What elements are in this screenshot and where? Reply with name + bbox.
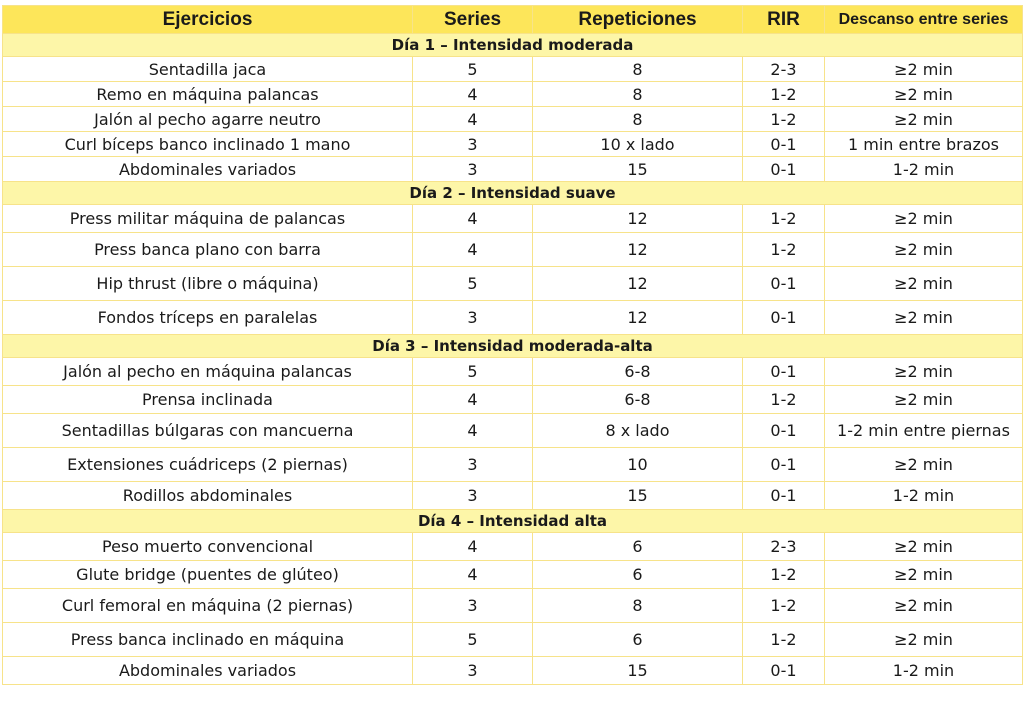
- table-row: [3, 267, 1023, 301]
- header-ejercicios: Ejercicios: [3, 6, 413, 34]
- rir-value: 1-2: [743, 107, 825, 132]
- reps-value: 8: [533, 82, 743, 107]
- exercise-name: Remo en máquina palancas: [3, 82, 413, 107]
- rir-value: 0-1: [743, 482, 825, 510]
- rir-value: 1-2: [743, 205, 825, 233]
- table-row: [3, 533, 1023, 561]
- header-series: Series: [413, 6, 533, 34]
- header-row: [3, 6, 1023, 34]
- rir-value: 0-1: [743, 358, 825, 386]
- section-row-day-4: [3, 510, 1023, 533]
- exercise-name: Press banca inclinado en máquina: [3, 623, 413, 657]
- table-row: [3, 414, 1023, 448]
- table-body: [3, 34, 1023, 685]
- rir-value: 0-1: [743, 414, 825, 448]
- series-value: 5: [413, 267, 533, 301]
- series-value: 3: [413, 482, 533, 510]
- series-value: 4: [413, 205, 533, 233]
- rir-value: 0-1: [743, 657, 825, 685]
- reps-value: 10 x lado: [533, 132, 743, 157]
- rir-value: 1-2: [743, 561, 825, 589]
- rest-value: ≥2 min: [825, 358, 1023, 386]
- workout-table-container: [2, 5, 1022, 685]
- rir-value: 1-2: [743, 233, 825, 267]
- rest-value: ≥2 min: [825, 301, 1023, 335]
- rir-value: 2-3: [743, 57, 825, 82]
- rir-value: 0-1: [743, 157, 825, 182]
- reps-value: 12: [533, 205, 743, 233]
- section-row-day-3: [3, 335, 1023, 358]
- series-value: 3: [413, 132, 533, 157]
- rest-value: ≥2 min: [825, 386, 1023, 414]
- rir-value: 0-1: [743, 267, 825, 301]
- section-title: Día 3 – Intensidad moderada-alta: [3, 335, 1023, 358]
- table-header: [3, 6, 1023, 34]
- section-title: Día 4 – Intensidad alta: [3, 510, 1023, 533]
- reps-value: 6: [533, 623, 743, 657]
- reps-value: 10: [533, 448, 743, 482]
- table-row: [3, 57, 1023, 82]
- table-row: [3, 82, 1023, 107]
- header-repeticiones: Repeticiones: [533, 6, 743, 34]
- section-row-day-2: [3, 182, 1023, 205]
- table-row: [3, 205, 1023, 233]
- rest-value: 1-2 min: [825, 657, 1023, 685]
- rest-value: ≥2 min: [825, 233, 1023, 267]
- exercise-name: Jalón al pecho agarre neutro: [3, 107, 413, 132]
- reps-value: 8: [533, 589, 743, 623]
- series-value: 4: [413, 386, 533, 414]
- series-value: 4: [413, 107, 533, 132]
- series-value: 4: [413, 233, 533, 267]
- exercise-name: Extensiones cuádriceps (2 piernas): [3, 448, 413, 482]
- reps-value: 15: [533, 157, 743, 182]
- header-rir: RIR: [743, 6, 825, 34]
- reps-value: 12: [533, 267, 743, 301]
- reps-value: 8 x lado: [533, 414, 743, 448]
- table-row: [3, 589, 1023, 623]
- rir-value: 1-2: [743, 386, 825, 414]
- exercise-name: Fondos tríceps en paralelas: [3, 301, 413, 335]
- table-row: [3, 157, 1023, 182]
- rir-value: 1-2: [743, 623, 825, 657]
- table-row: [3, 448, 1023, 482]
- series-value: 4: [413, 533, 533, 561]
- section-row-day-1: [3, 34, 1023, 57]
- exercise-name: Glute bridge (puentes de glúteo): [3, 561, 413, 589]
- table-row: [3, 107, 1023, 132]
- workout-table: [2, 5, 1023, 685]
- exercise-name: Sentadilla jaca: [3, 57, 413, 82]
- series-value: 3: [413, 301, 533, 335]
- reps-value: 6-8: [533, 386, 743, 414]
- exercise-name: Press banca plano con barra: [3, 233, 413, 267]
- exercise-name: Curl bíceps banco inclinado 1 mano: [3, 132, 413, 157]
- exercise-name: Press militar máquina de palancas: [3, 205, 413, 233]
- rir-value: 1-2: [743, 589, 825, 623]
- table-row: [3, 657, 1023, 685]
- rest-value: 1 min entre brazos: [825, 132, 1023, 157]
- rest-value: ≥2 min: [825, 57, 1023, 82]
- rir-value: 0-1: [743, 301, 825, 335]
- rir-value: 1-2: [743, 82, 825, 107]
- table-row: [3, 623, 1023, 657]
- section-title: Día 1 – Intensidad moderada: [3, 34, 1023, 57]
- rir-value: 0-1: [743, 448, 825, 482]
- rest-value: ≥2 min: [825, 589, 1023, 623]
- reps-value: 6: [533, 533, 743, 561]
- exercise-name: Sentadillas búlgaras con mancuerna: [3, 414, 413, 448]
- reps-value: 6-8: [533, 358, 743, 386]
- series-value: 4: [413, 414, 533, 448]
- rest-value: ≥2 min: [825, 623, 1023, 657]
- reps-value: 8: [533, 107, 743, 132]
- reps-value: 12: [533, 233, 743, 267]
- series-value: 5: [413, 358, 533, 386]
- table-row: [3, 386, 1023, 414]
- exercise-name: Prensa inclinada: [3, 386, 413, 414]
- rest-value: 1-2 min: [825, 157, 1023, 182]
- table-row: [3, 301, 1023, 335]
- rir-value: 0-1: [743, 132, 825, 157]
- series-value: 4: [413, 82, 533, 107]
- section-title: Día 2 – Intensidad suave: [3, 182, 1023, 205]
- reps-value: 8: [533, 57, 743, 82]
- table-row: [3, 132, 1023, 157]
- table-row: [3, 233, 1023, 267]
- rest-value: ≥2 min: [825, 561, 1023, 589]
- reps-value: 12: [533, 301, 743, 335]
- rest-value: ≥2 min: [825, 107, 1023, 132]
- rest-value: ≥2 min: [825, 448, 1023, 482]
- rest-value: ≥2 min: [825, 205, 1023, 233]
- exercise-name: Abdominales variados: [3, 657, 413, 685]
- exercise-name: Jalón al pecho en máquina palancas: [3, 358, 413, 386]
- exercise-name: Curl femoral en máquina (2 piernas): [3, 589, 413, 623]
- series-value: 3: [413, 157, 533, 182]
- rir-value: 2-3: [743, 533, 825, 561]
- reps-value: 15: [533, 482, 743, 510]
- exercise-name: Rodillos abdominales: [3, 482, 413, 510]
- header-descanso: Descanso entre series: [825, 6, 1023, 34]
- series-value: 3: [413, 589, 533, 623]
- series-value: 3: [413, 448, 533, 482]
- rest-value: ≥2 min: [825, 82, 1023, 107]
- table-row: [3, 358, 1023, 386]
- rest-value: ≥2 min: [825, 267, 1023, 301]
- reps-value: 6: [533, 561, 743, 589]
- exercise-name: Peso muerto convencional: [3, 533, 413, 561]
- exercise-name: Abdominales variados: [3, 157, 413, 182]
- series-value: 4: [413, 561, 533, 589]
- table-row: [3, 561, 1023, 589]
- series-value: 5: [413, 57, 533, 82]
- rest-value: 1-2 min entre piernas: [825, 414, 1023, 448]
- rest-value: ≥2 min: [825, 533, 1023, 561]
- table-row: [3, 482, 1023, 510]
- reps-value: 15: [533, 657, 743, 685]
- exercise-name: Hip thrust (libre o máquina): [3, 267, 413, 301]
- series-value: 5: [413, 623, 533, 657]
- rest-value: 1-2 min: [825, 482, 1023, 510]
- series-value: 3: [413, 657, 533, 685]
